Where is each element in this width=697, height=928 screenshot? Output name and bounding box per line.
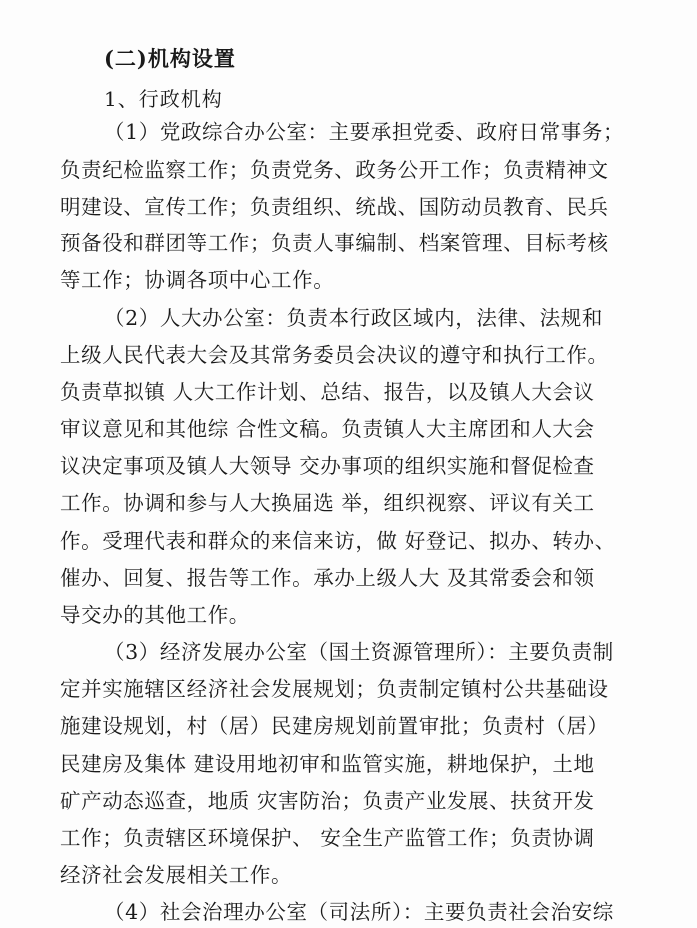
paragraph-2-line-6: 工作。协调和参与人大换届选 举，组织视察、评议有关工 [60,491,595,515]
paragraph-1-line-1: （1）党政综合办公室：主要承担党委、政府日常事务； [104,120,625,144]
paragraph-3-line-4: 民建房及集体 建设用地初审和监管实施，耕地保护，土地 [60,752,595,776]
paragraph-2-line-9: 导交办的其他工作。 [60,603,250,627]
paragraph-4-line-1: （4）社会治理办公室（司法所）：主要负责社会治安综 [104,900,614,924]
paragraph-3-line-6: 工作；负责辖区环境保护、 安全生产监管工作；负责协调 [60,826,595,850]
paragraph-2-line-2: 上级人民代表大会及其常务委员会决议的遵守和执行工作。 [60,343,609,367]
paragraph-3-line-3: 施建设规划，村（居）民建房规划前置审批；负责村（居） [60,714,609,738]
paragraph-1-line-5: 等工作；协调各项中心工作。 [60,268,335,292]
paragraph-3-line-2: 定并实施辖区经济社会发展规划；负责制定镇村公共基础设 [60,677,609,701]
paragraph-2-line-4: 审议意见和其他综 合性文稿。负责镇人大主席团和人大会 [60,417,595,441]
paragraph-3-line-7: 经济社会发展相关工作。 [60,863,293,887]
paragraph-2-line-7: 作。受理代表和群众的来信来访，做 好登记、拟办、转办、 [60,529,616,553]
subsection-heading: 1、行政机构 [104,87,223,111]
paragraph-1-line-2: 负责纪检监察工作；负责党务、政务公开工作；负责精神文 [60,158,609,182]
paragraph-3-line-5: 矿产动态巡查，地质 灾害防治；负责产业发展、扶贫开发 [60,789,595,813]
paragraph-2-line-3: 负责草拟镇 人大工作计划、总结、报告，以及镇人大会议 [60,380,595,404]
paragraph-2-line-8: 催办、回复、报告等工作。承办上级人大 及其常委会和领 [60,566,595,590]
paragraph-1-line-4: 预备役和群团等工作；负责人事编制、档案管理、目标考核 [60,231,609,255]
paragraph-2-line-5: 议决定事项及镇人大领导 交办事项的组织实施和督促检查 [60,454,595,478]
section-heading: (二)机构设置 [104,46,236,71]
paragraph-1-line-3: 明建设、宣传工作；负责组织、统战、国防动员教育、民兵 [60,195,609,219]
paragraph-2-line-1: （2）人大办公室：负责本行政区域内，法律、法规和 [104,306,603,330]
paragraph-3-line-1: （3）经济发展办公室（国土资源管理所）：主要负责制 [104,640,614,664]
